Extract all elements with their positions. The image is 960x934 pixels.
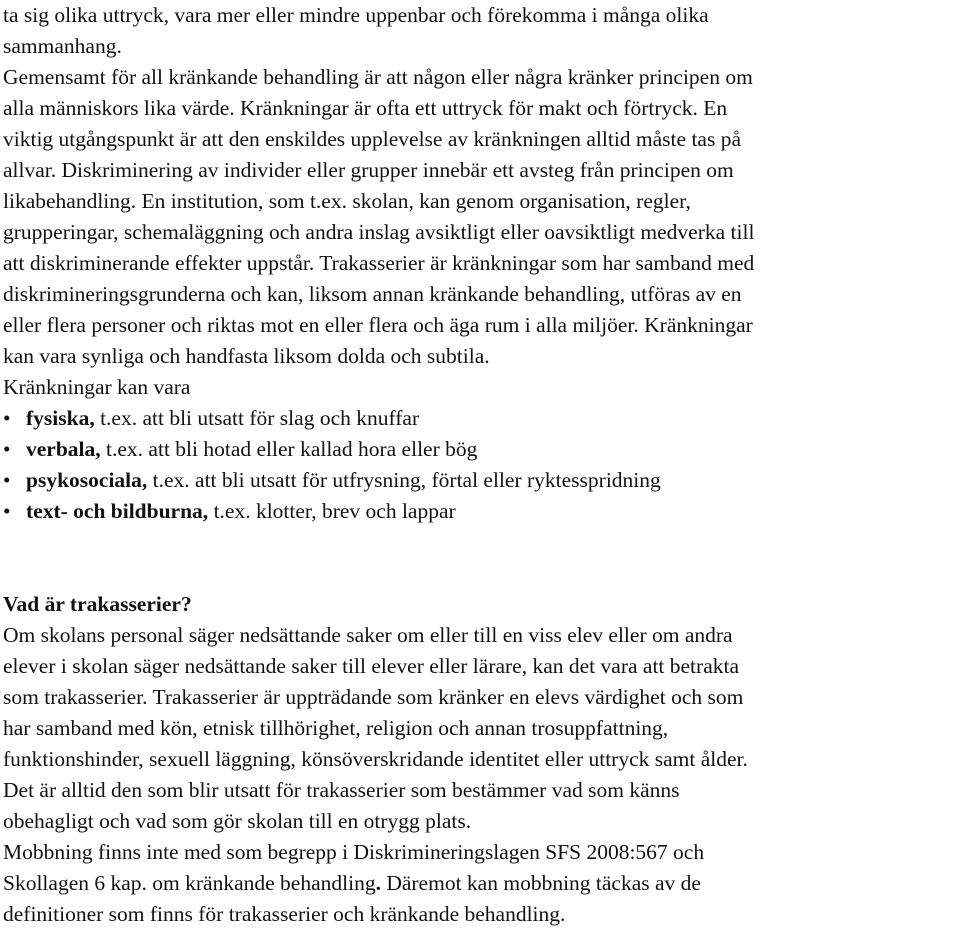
- list-item-text: t.ex. att bli hotad eller kallad hora eller bög: [100, 437, 478, 461]
- text-line: [3, 868, 959, 899]
- list-item-term: fysiska,: [26, 406, 95, 430]
- list-item: [3, 434, 959, 465]
- list-item-text: t.ex. klotter, brev och lappar: [208, 499, 456, 523]
- bullet-icon: •: [3, 437, 11, 461]
- bullet-icon: •: [3, 499, 11, 523]
- text-line: definitioner som finns för trakasserier och kränkande behandling.: [3, 902, 566, 926]
- text-line: att diskriminerande effekter uppstår. Trakasserier är kränkningar som har samband med: [3, 251, 755, 275]
- text-fragment: Däremot kan mobbning täckas av de: [380, 871, 701, 895]
- text-line: alla människors lika värde. Kränkningar är ofta ett uttryck för makt och förtryck. En: [3, 96, 728, 120]
- text-line: ta sig olika uttryck, vara mer eller mindre uppenbar och förekomma i många olika: [3, 3, 709, 27]
- text-line: har samband med kön, etnisk tillhörighet, religion och annan trosuppfattning,: [3, 716, 669, 740]
- section-heading: Vad är trakasserier?: [3, 592, 192, 616]
- bullet-icon: •: [3, 406, 11, 430]
- text-line: Gemensamt för all kränkande behandling är att någon eller några kränker principen om: [3, 65, 753, 89]
- list-item: [3, 496, 959, 527]
- paragraph-krankningar: [3, 0, 959, 403]
- text-line: obehagligt och vad som gör skolan till en otrygg plats.: [3, 809, 472, 833]
- paragraph-trakasserier: [3, 589, 959, 930]
- text-line: funktionshinder, sexuell läggning, könsöverskridande identitet eller uttryck samt ålder.: [3, 747, 748, 771]
- list-item-text: t.ex. att bli utsatt för slag och knuffar: [94, 406, 420, 430]
- text-line: Kränkningar kan vara: [3, 375, 191, 399]
- text-line: Om skolans personal säger nedsättande saker om eller till en viss elev eller om andra: [3, 623, 733, 647]
- list-item-term: verbala,: [26, 437, 101, 461]
- text-line: likabehandling. En institution, som t.ex. skolan, kan genom organisation, regler,: [3, 189, 691, 213]
- list-item-text: t.ex. att bli utsatt för utfrysning, förtal eller ryktesspridning: [147, 468, 661, 492]
- bullet-list: [3, 403, 959, 527]
- list-item: [3, 403, 959, 434]
- text-line: sammanhang.: [3, 34, 122, 58]
- bullet-icon: •: [3, 468, 11, 492]
- list-item-term: text- och bildburna,: [26, 499, 209, 523]
- text-fragment: Skollagen 6 kap. om kränkande behandling: [3, 871, 376, 895]
- text-line: allvar. Diskriminering av individer eller grupper innebär ett avsteg från principen om: [3, 158, 734, 182]
- text-line: diskrimineringsgrunderna och kan, liksom annan kränkande behandling, utföras av en: [3, 282, 742, 306]
- list-item: [3, 465, 959, 496]
- list-item-term: psykosociala,: [26, 468, 148, 492]
- text-line: kan vara synliga och handfasta liksom dolda och subtila.: [3, 344, 490, 368]
- text-line: viktig utgångspunkt är att den enskildes upplevelse av kränkningen alltid måste tas på: [3, 127, 741, 151]
- document-page: [3, 0, 959, 930]
- section-spacer: [3, 527, 959, 589]
- text-line: grupperingar, schemaläggning och andra inslag avsiktligt eller oavsiktligt medverka till: [3, 220, 755, 244]
- text-line: eller flera personer och riktas mot en eller flera och äga rum i alla miljöer. Kränkningar: [3, 313, 753, 337]
- bold-period: .: [375, 871, 381, 895]
- text-line: Mobbning finns inte med som begrepp i Diskrimineringslagen SFS 2008:567 och: [3, 840, 705, 864]
- text-line: elever i skolan säger nedsättande saker till elever eller lärare, kan det vara att betrakta: [3, 654, 739, 678]
- text-line: som trakasserier. Trakasserier är uppträdande som kränker en elevs värdighet och som: [3, 685, 744, 709]
- text-line: Det är alltid den som blir utsatt för trakasserier som bestämmer vad som känns: [3, 778, 680, 802]
